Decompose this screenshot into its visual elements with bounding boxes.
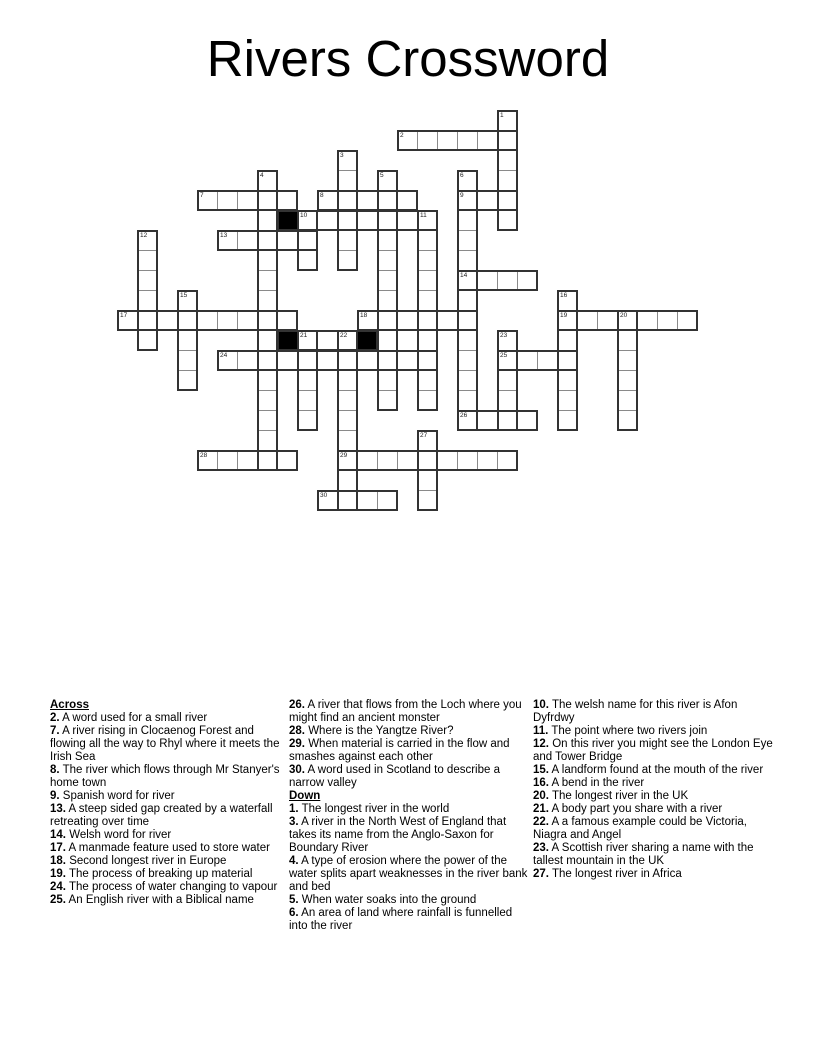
grid-cell[interactable] (357, 350, 378, 371)
grid-cell[interactable] (217, 190, 238, 211)
clue-number: 25. (50, 894, 66, 906)
clue-number: 19. (50, 868, 66, 880)
clue-number: 26. (289, 699, 305, 711)
grid-cell[interactable] (497, 190, 518, 211)
grid-cell[interactable] (497, 210, 518, 231)
grid-cell[interactable] (257, 170, 278, 191)
grid-cell[interactable] (357, 310, 378, 331)
grid-cell[interactable] (457, 350, 478, 371)
grid-cell[interactable] (397, 130, 418, 151)
grid-cell[interactable] (417, 450, 438, 471)
grid-cell[interactable] (497, 450, 518, 471)
cell-number: 2 (400, 132, 404, 139)
grid-cell[interactable] (657, 310, 678, 331)
cell-number: 25 (500, 352, 508, 359)
grid-cell[interactable] (617, 370, 638, 391)
grid-cell[interactable] (257, 210, 278, 231)
grid-cell[interactable] (417, 330, 438, 351)
clue-number: 21. (533, 803, 549, 815)
cell-number: 17 (120, 312, 128, 319)
cell-number: 26 (460, 412, 468, 419)
grid-cell[interactable] (377, 190, 398, 211)
grid-cell[interactable] (297, 390, 318, 411)
grid-cell[interactable] (337, 410, 358, 431)
cell-number: 3 (340, 152, 344, 159)
grid-cell[interactable] (377, 330, 398, 351)
black-cell (277, 210, 298, 231)
grid-cell[interactable] (297, 410, 318, 431)
clue-number: 28. (289, 725, 305, 737)
clue-column-2 (289, 699, 532, 933)
grid-cell[interactable] (137, 270, 158, 291)
clue-number: 9. (50, 790, 60, 802)
grid-cell[interactable] (417, 270, 438, 291)
grid-cell[interactable] (177, 350, 198, 371)
black-cell (277, 330, 298, 351)
grid-cell[interactable] (537, 350, 558, 371)
grid-cell[interactable] (217, 350, 238, 371)
down-clue-1: 1. The longest river in the world (289, 803, 450, 815)
down-clue-16: 16. A bend in the river (533, 777, 645, 789)
cell-number: 7 (200, 192, 204, 199)
down-clue-3: 3. A river in the North West of England that takes its name from the Anglo-Saxon for Boundary River (289, 816, 507, 854)
grid-cell[interactable] (337, 470, 358, 491)
down-clue-5: 5. When water soaks into the ground (289, 894, 477, 906)
clues-header-across: Across (50, 699, 89, 711)
grid-cell[interactable] (497, 130, 518, 151)
clue-number: 22. (533, 816, 549, 828)
grid-cell[interactable] (177, 370, 198, 391)
cell-number: 10 (300, 212, 308, 219)
grid-cell[interactable] (397, 350, 418, 371)
down-clue-10: 10. The welsh name for this river is Afon Dyfrdwy (533, 699, 738, 724)
grid-cell[interactable] (337, 370, 358, 391)
grid-cell[interactable] (217, 450, 238, 471)
grid-cell[interactable] (417, 230, 438, 251)
grid-cell[interactable] (417, 350, 438, 371)
grid-cell[interactable] (297, 370, 318, 391)
grid-cell[interactable] (617, 410, 638, 431)
clue-number: 8. (50, 764, 60, 776)
grid-cell[interactable] (337, 490, 358, 511)
cell-number: 28 (200, 452, 208, 459)
grid-cell[interactable] (497, 330, 518, 351)
grid-cell[interactable] (557, 350, 578, 371)
cell-number: 24 (220, 352, 228, 359)
crossword-grid (117, 110, 699, 512)
grid-cell[interactable] (517, 270, 538, 291)
grid-cell[interactable] (377, 450, 398, 471)
grid-cell[interactable] (377, 170, 398, 191)
grid-cell[interactable] (257, 390, 278, 411)
clue-number: 6. (289, 907, 299, 919)
grid-cell[interactable] (677, 310, 698, 331)
grid-cell[interactable] (257, 230, 278, 251)
cell-number: 19 (560, 312, 568, 319)
clue-number: 17. (50, 842, 66, 854)
grid-cell[interactable] (437, 310, 458, 331)
grid-cell[interactable] (137, 230, 158, 251)
grid-cell[interactable] (397, 310, 418, 331)
grid-cell[interactable] (197, 190, 218, 211)
grid-cell[interactable] (617, 350, 638, 371)
grid-cell[interactable] (457, 190, 478, 211)
clue-column-3 (533, 699, 779, 881)
grid-cell[interactable] (457, 330, 478, 351)
grid-cell[interactable] (557, 410, 578, 431)
cell-number: 1 (500, 112, 504, 119)
grid-cell[interactable] (437, 450, 458, 471)
grid-cell[interactable] (497, 150, 518, 171)
grid-cell[interactable] (197, 310, 218, 331)
grid-cell[interactable] (337, 330, 358, 351)
grid-cell[interactable] (497, 370, 518, 391)
grid-cell[interactable] (377, 390, 398, 411)
grid-cell[interactable] (457, 250, 478, 271)
cell-number: 4 (260, 172, 264, 179)
grid-cell[interactable] (257, 270, 278, 291)
grid-cell[interactable] (257, 290, 278, 311)
grid-cell[interactable] (457, 390, 478, 411)
grid-cell[interactable] (577, 310, 598, 331)
down-clue-22: 22. A a famous example could be Victoria, Niagra and Angel (533, 816, 747, 841)
grid-cell[interactable] (457, 270, 478, 291)
grid-cell[interactable] (457, 310, 478, 331)
grid-cell[interactable] (137, 250, 158, 271)
grid-cell[interactable] (237, 190, 258, 211)
grid-cell[interactable] (337, 210, 358, 231)
grid-cell[interactable] (177, 330, 198, 351)
grid-cell[interactable] (357, 210, 378, 231)
cell-number: 16 (560, 292, 568, 299)
grid-cell[interactable] (477, 190, 498, 211)
grid-cell[interactable] (377, 290, 398, 311)
grid-cell[interactable] (497, 410, 518, 431)
grid-cell[interactable] (477, 450, 498, 471)
grid-cell[interactable] (417, 130, 438, 151)
grid-cell[interactable] (497, 270, 518, 291)
cell-number: 14 (460, 272, 468, 279)
grid-cell[interactable] (457, 130, 478, 151)
down-clue-11: 11. The point where two rivers join (533, 725, 708, 737)
grid-cell[interactable] (177, 290, 198, 311)
grid-cell[interactable] (357, 490, 378, 511)
grid-cell[interactable] (497, 110, 518, 131)
across-clue-30: 30. A word used in Scotland to describe a narrow valley (289, 764, 500, 789)
down-clue-20: 20. The longest river in the UK (533, 790, 689, 802)
black-cell (357, 330, 378, 351)
grid-cell[interactable] (337, 170, 358, 191)
grid-cell[interactable] (197, 450, 218, 471)
clue-number: 5. (289, 894, 299, 906)
clue-column-1 (50, 699, 290, 907)
grid-cell[interactable] (257, 350, 278, 371)
clue-number: 12. (533, 738, 549, 750)
cell-number: 27 (420, 432, 428, 439)
down-clue-12: 12. On this river you might see the London Eye and Tower Bridge (533, 738, 773, 763)
grid-cell[interactable] (457, 370, 478, 391)
grid-cell[interactable] (277, 190, 298, 211)
clue-number: 3. (289, 816, 299, 828)
grid-cell[interactable] (337, 450, 358, 471)
cell-number: 22 (340, 332, 348, 339)
grid-cell[interactable] (257, 370, 278, 391)
clue-number: 23. (533, 842, 549, 854)
grid-cell[interactable] (377, 370, 398, 391)
grid-cell[interactable] (237, 310, 258, 331)
cell-number: 21 (300, 332, 308, 339)
grid-cell[interactable] (417, 210, 438, 231)
grid-cell[interactable] (337, 190, 358, 211)
grid-cell[interactable] (137, 310, 158, 331)
grid-cell[interactable] (417, 250, 438, 271)
grid-cell[interactable] (477, 270, 498, 291)
grid-cell[interactable] (357, 450, 378, 471)
grid-cell[interactable] (377, 490, 398, 511)
grid-cell[interactable] (277, 310, 298, 331)
clue-number: 14. (50, 829, 66, 841)
cell-number: 15 (180, 292, 188, 299)
clue-number: 16. (533, 777, 549, 789)
cell-number: 6 (460, 172, 464, 179)
grid-cell[interactable] (257, 250, 278, 271)
cell-number: 23 (500, 332, 508, 339)
grid-cell[interactable] (137, 290, 158, 311)
cell-number: 8 (320, 192, 324, 199)
across-clue-2: 2. A word used for a small river (50, 712, 208, 724)
clue-number: 18. (50, 855, 66, 867)
grid-cell[interactable] (637, 310, 658, 331)
grid-cell[interactable] (337, 150, 358, 171)
across-clue-29: 29. When material is carried in the flow and smashes against each other (289, 738, 510, 763)
grid-cell[interactable] (297, 330, 318, 351)
clue-number: 27. (533, 868, 549, 880)
grid-cell[interactable] (217, 230, 238, 251)
cell-number: 29 (340, 452, 348, 459)
grid-cell[interactable] (617, 310, 638, 331)
grid-cell[interactable] (237, 450, 258, 471)
across-clue-8: 8. The river which flows through Mr Stanyer's home town (50, 764, 280, 789)
grid-cell[interactable] (377, 250, 398, 271)
grid-cell[interactable] (497, 350, 518, 371)
cell-number: 13 (220, 232, 228, 239)
down-clue-15: 15. A landform found at the mouth of the river (533, 764, 764, 776)
grid-cell[interactable] (377, 230, 398, 251)
grid-cell[interactable] (257, 410, 278, 431)
cell-number: 11 (420, 212, 427, 219)
grid-cell[interactable] (497, 170, 518, 191)
cell-number: 30 (320, 492, 328, 499)
cell-number: 12 (140, 232, 148, 239)
grid-cell[interactable] (497, 390, 518, 411)
grid-cell[interactable] (617, 330, 638, 351)
clue-number: 4. (289, 855, 299, 867)
grid-cell[interactable] (337, 390, 358, 411)
grid-cell[interactable] (417, 310, 438, 331)
grid-cell[interactable] (457, 210, 478, 231)
grid-cell[interactable] (457, 170, 478, 191)
clue-number: 2. (50, 712, 60, 724)
across-clue-17: 17. A manmade feature used to store water (50, 842, 270, 854)
across-clue-26: 26. A river that flows from the Loch where you might find an ancient monster (289, 699, 522, 724)
grid-cell[interactable] (277, 230, 298, 251)
grid-cell[interactable] (157, 310, 178, 331)
grid-cell[interactable] (457, 290, 478, 311)
grid-cell[interactable] (257, 430, 278, 451)
across-clue-25: 25. An English river with a Biblical name (50, 894, 254, 906)
grid-cell[interactable] (377, 210, 398, 231)
grid-cell[interactable] (317, 190, 338, 211)
grid-cell[interactable] (357, 190, 378, 211)
grid-cell[interactable] (557, 390, 578, 411)
across-clue-14: 14. Welsh word for river (50, 829, 172, 841)
down-clue-21: 21. A body part you share with a river (533, 803, 723, 815)
clue-number: 10. (533, 699, 549, 711)
grid-cell[interactable] (217, 310, 238, 331)
grid-cell[interactable] (337, 430, 358, 451)
clue-number: 15. (533, 764, 549, 776)
grid-cell[interactable] (177, 310, 198, 331)
grid-cell[interactable] (417, 370, 438, 391)
cell-number: 9 (460, 192, 464, 199)
across-clue-28: 28. Where is the Yangtze River? (289, 725, 454, 737)
grid-cell[interactable] (597, 310, 618, 331)
grid-cell[interactable] (317, 350, 338, 371)
clue-number: 11. (533, 725, 549, 737)
clue-number: 30. (289, 764, 305, 776)
grid-cell[interactable] (337, 350, 358, 371)
grid-cell[interactable] (417, 430, 438, 451)
grid-cell[interactable] (237, 230, 258, 251)
across-clue-24: 24. The process of water changing to vapour (50, 881, 278, 893)
grid-cell[interactable] (557, 290, 578, 311)
clue-number: 29. (289, 738, 305, 750)
clue-number: 7. (50, 725, 60, 737)
grid-cell[interactable] (617, 390, 638, 411)
down-clue-27: 27. The longest river in Africa (533, 868, 682, 880)
grid-cell[interactable] (317, 210, 338, 231)
grid-cell[interactable] (277, 450, 298, 471)
grid-cell[interactable] (517, 350, 538, 371)
grid-cell[interactable] (457, 410, 478, 431)
grid-cell[interactable] (377, 350, 398, 371)
down-clue-23: 23. A Scottish river sharing a name with the tallest mountain in the UK (533, 842, 754, 867)
grid-cell[interactable] (377, 310, 398, 331)
across-clue-9: 9. Spanish word for river (50, 790, 175, 802)
grid-cell[interactable] (397, 190, 418, 211)
grid-cell[interactable] (417, 290, 438, 311)
grid-cell[interactable] (517, 410, 538, 431)
grid-cell[interactable] (257, 310, 278, 331)
down-clue-6: 6. An area of land where rainfall is funnelled into the river (289, 907, 513, 932)
grid-cell[interactable] (237, 350, 258, 371)
grid-cell[interactable] (137, 330, 158, 351)
grid-cell[interactable] (477, 410, 498, 431)
grid-cell[interactable] (417, 390, 438, 411)
grid-cell[interactable] (297, 250, 318, 271)
grid-cell[interactable] (277, 350, 298, 371)
across-clue-18: 18. Second longest river in Europe (50, 855, 227, 867)
grid-cell[interactable] (297, 350, 318, 371)
grid-cell[interactable] (457, 230, 478, 251)
grid-cell[interactable] (317, 490, 338, 511)
clue-number: 1. (289, 803, 299, 815)
grid-cell[interactable] (257, 190, 278, 211)
grid-cell[interactable] (557, 330, 578, 351)
clue-number: 24. (50, 881, 66, 893)
clue-number: 13. (50, 803, 66, 815)
grid-cell[interactable] (117, 310, 138, 331)
grid-cell[interactable] (457, 450, 478, 471)
across-clue-13: 13. A steep sided gap created by a waterfall retreating over time (50, 803, 273, 828)
cell-number: 18 (360, 312, 368, 319)
grid-cell[interactable] (257, 450, 278, 471)
page-title: Rivers Crossword (206, 30, 610, 87)
cell-number: 20 (620, 312, 628, 319)
grid-cell[interactable] (297, 210, 318, 231)
grid-cell[interactable] (437, 130, 458, 151)
clue-number: 20. (533, 790, 549, 802)
cell-number: 5 (380, 172, 384, 179)
across-clue-19: 19. The process of breaking up material (50, 868, 253, 880)
grid-cell[interactable] (417, 470, 438, 491)
grid-cell[interactable] (377, 270, 398, 291)
grid-cell[interactable] (557, 310, 578, 331)
down-clue-4: 4. A type of erosion where the power of the water splits apart weaknesses in the river bank and bed (289, 855, 528, 893)
grid-cell[interactable] (257, 330, 278, 351)
grid-cell[interactable] (317, 330, 338, 351)
grid-cell[interactable] (297, 230, 318, 251)
grid-cell[interactable] (397, 450, 418, 471)
clues-header-down: Down (289, 790, 321, 802)
grid-cell[interactable] (477, 130, 498, 151)
grid-cell[interactable] (397, 210, 418, 231)
grid-cell[interactable] (337, 250, 358, 271)
across-clue-7: 7. A river rising in Clocaenog Forest and flowing all the way to Rhyl where it meets the Irish Sea (50, 725, 280, 763)
grid-cell[interactable] (417, 490, 438, 511)
grid-cell[interactable] (337, 230, 358, 251)
grid-cell[interactable] (557, 370, 578, 391)
